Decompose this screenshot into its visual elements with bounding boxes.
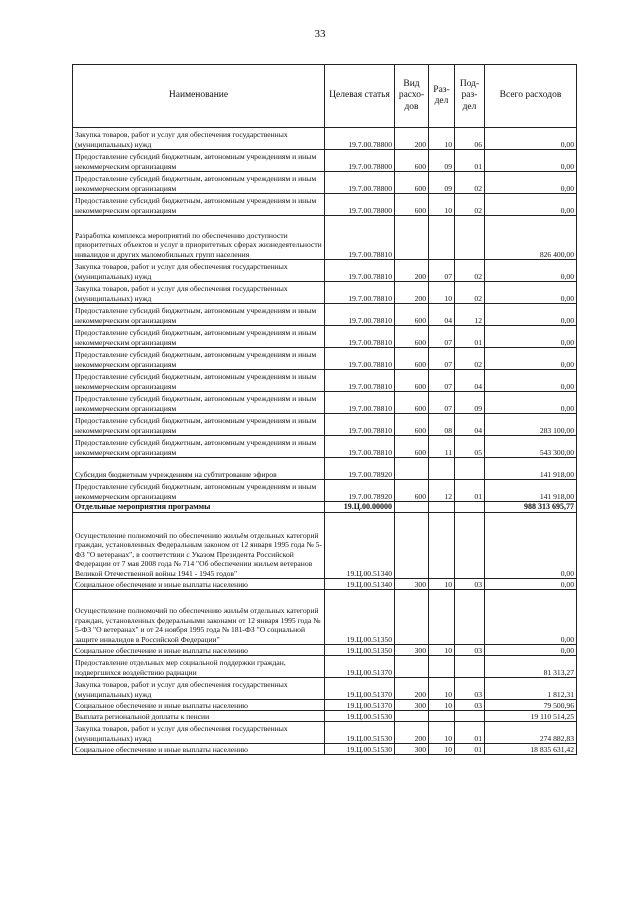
cell-amount: 141 918,00 — [485, 458, 577, 480]
table-row — [73, 348, 577, 370]
cell-section: 10 — [429, 579, 455, 590]
cell-section — [429, 513, 455, 579]
cell-name: Предоставление отдельных мер социальной поддержки граждан, подвергшихся воздействию радиации — [73, 656, 325, 678]
header-total: Всего расходов — [485, 65, 577, 128]
cell-article: 19.7.00.78810 — [325, 282, 395, 304]
cell-expense-type — [395, 513, 429, 579]
cell-subsection: 02 — [455, 172, 485, 194]
cell-amount: 0,00 — [485, 590, 577, 645]
cell-amount: 0,00 — [485, 304, 577, 326]
cell-name: Предоставление субсидий бюджетным, автономным учреждениям и иным некоммерческим организациям — [73, 304, 325, 326]
cell-amount: 81 313,27 — [485, 656, 577, 678]
cell-amount: 826 400,00 — [485, 216, 577, 260]
cell-section: 10 — [429, 282, 455, 304]
cell-name: Предоставление субсидий бюджетным, автономным учреждениям и иным некоммерческим организациям — [73, 480, 325, 502]
table-header-row — [73, 65, 577, 128]
table-row — [73, 216, 577, 260]
cell-section: 09 — [429, 150, 455, 172]
cell-expense-type: 600 — [395, 436, 429, 458]
table-row — [73, 744, 577, 755]
cell-name: Предоставление субсидий бюджетным, автономным учреждениям и иным некоммерческим организациям — [73, 414, 325, 436]
table-row — [73, 326, 577, 348]
cell-amount: 18 835 631,42 — [485, 744, 577, 755]
cell-article: 19.7.00.78800 — [325, 128, 395, 150]
cell-expense-type — [395, 458, 429, 480]
cell-subsection — [455, 590, 485, 645]
cell-amount: 0,00 — [485, 172, 577, 194]
cell-subsection — [455, 216, 485, 260]
cell-name: Предоставление субсидий бюджетным, автономным учреждениям и иным некоммерческим организациям — [73, 436, 325, 458]
cell-amount: 0,00 — [485, 128, 577, 150]
cell-amount: 0,00 — [485, 326, 577, 348]
cell-amount: 0,00 — [485, 282, 577, 304]
cell-section — [429, 502, 455, 513]
cell-name: Осуществление полномочий по обеспечению жильём отдельных категорий граждан, установленных федеральными законами от 12 января 1995 года № 5-ФЗ "О ветеранах" и от 24 ноября 1995 года № 181-ФЗ "О социальной защите инвалидов в Российской Федерации" — [73, 590, 325, 645]
cell-expense-type: 600 — [395, 414, 429, 436]
table-row — [73, 700, 577, 711]
cell-name: Предоставление субсидий бюджетным, автономным учреждениям и иным некоммерческим организациям — [73, 172, 325, 194]
cell-expense-type: 300 — [395, 579, 429, 590]
cell-name: Предоставление субсидий бюджетным, автономным учреждениям и иным некоммерческим организациям — [73, 150, 325, 172]
cell-section: 10 — [429, 722, 455, 744]
cell-amount: 274 882,83 — [485, 722, 577, 744]
cell-subsection: 03 — [455, 700, 485, 711]
cell-name: Социальное обеспечение и иные выплаты населению — [73, 744, 325, 755]
cell-section: 10 — [429, 128, 455, 150]
cell-expense-type: 600 — [395, 172, 429, 194]
cell-expense-type: 600 — [395, 370, 429, 392]
header-section: Раз- дел — [429, 65, 455, 128]
cell-section: 11 — [429, 436, 455, 458]
cell-subsection: 02 — [455, 348, 485, 370]
cell-amount: 0,00 — [485, 194, 577, 216]
cell-name: Социальное обеспечение и иные выплаты населению — [73, 700, 325, 711]
cell-subsection: 02 — [455, 282, 485, 304]
cell-section: 07 — [429, 392, 455, 414]
cell-name: Социальное обеспечение и иные выплаты населению — [73, 579, 325, 590]
cell-subsection: 03 — [455, 579, 485, 590]
cell-subsection: 02 — [455, 194, 485, 216]
cell-subsection — [455, 458, 485, 480]
cell-subsection — [455, 656, 485, 678]
table-row — [73, 579, 577, 590]
cell-subsection: 12 — [455, 304, 485, 326]
cell-name: Социальное обеспечение и иные выплаты населению — [73, 645, 325, 656]
cell-section — [429, 458, 455, 480]
cell-subsection: 03 — [455, 645, 485, 656]
cell-expense-type: 200 — [395, 722, 429, 744]
cell-amount: 543 300,00 — [485, 436, 577, 458]
header-name: Наименование — [73, 65, 325, 128]
cell-section — [429, 590, 455, 645]
cell-amount: 79 500,96 — [485, 700, 577, 711]
cell-article: 19.7.00.78810 — [325, 436, 395, 458]
cell-expense-type: 200 — [395, 678, 429, 700]
table-row — [73, 645, 577, 656]
cell-subsection: 01 — [455, 744, 485, 755]
cell-amount: 0,00 — [485, 579, 577, 590]
cell-article: 19.Ц.00.51370 — [325, 700, 395, 711]
cell-expense-type: 200 — [395, 128, 429, 150]
page-number: 33 — [314, 28, 326, 40]
cell-subsection — [455, 502, 485, 513]
cell-expense-type — [395, 502, 429, 513]
cell-section: 10 — [429, 194, 455, 216]
table-row — [73, 502, 577, 513]
header-subsection: Под- раз- дел — [455, 65, 485, 128]
cell-name: Предоставление субсидий бюджетным, автономным учреждениям и иным некоммерческим организациям — [73, 194, 325, 216]
cell-name: Предоставление субсидий бюджетным, автономным учреждениям и иным некоммерческим организациям — [73, 348, 325, 370]
cell-subsection — [455, 513, 485, 579]
cell-section: 08 — [429, 414, 455, 436]
cell-subsection: 04 — [455, 370, 485, 392]
table-row — [73, 392, 577, 414]
cell-subsection: 01 — [455, 480, 485, 502]
cell-subsection: 04 — [455, 414, 485, 436]
cell-section: 10 — [429, 645, 455, 656]
cell-amount: 0,00 — [485, 513, 577, 579]
cell-section: 07 — [429, 326, 455, 348]
cell-name: Закупка товаров, работ и услуг для обеспечения государственных (муниципальных) нужд — [73, 722, 325, 744]
table-row — [73, 678, 577, 700]
table-body — [73, 128, 577, 755]
cell-article: 19.7.00.78920 — [325, 458, 395, 480]
cell-expense-type: 200 — [395, 260, 429, 282]
cell-expense-type: 600 — [395, 392, 429, 414]
table-row — [73, 150, 577, 172]
header-article: Целевая статья — [325, 65, 395, 128]
cell-article: 19.7.00.78800 — [325, 194, 395, 216]
cell-section — [429, 656, 455, 678]
cell-amount: 0,00 — [485, 348, 577, 370]
cell-article: 19.Ц.00.51340 — [325, 579, 395, 590]
cell-section: 04 — [429, 304, 455, 326]
cell-article: 19.Ц.00.51340 — [325, 513, 395, 579]
table-row — [73, 282, 577, 304]
table-row — [73, 458, 577, 480]
cell-name: Предоставление субсидий бюджетным, автономным учреждениям и иным некоммерческим организациям — [73, 370, 325, 392]
cell-subsection: 09 — [455, 392, 485, 414]
cell-section — [429, 711, 455, 722]
table-row — [73, 513, 577, 579]
cell-article: 19.Ц.00.00000 — [325, 502, 395, 513]
table-row — [73, 194, 577, 216]
cell-expense-type — [395, 216, 429, 260]
table-row — [73, 260, 577, 282]
cell-name: Разработка комплекса мероприятий по обеспечению доступности приоритетных объектов и услуг в приоритетных сферах жизнедеятельности инвалидов и других маломобильных групп населения — [73, 216, 325, 260]
cell-name: Закупка товаров, работ и услуг для обеспечения государственных (муниципальных) нужд — [73, 260, 325, 282]
cell-section: 09 — [429, 172, 455, 194]
table-row — [73, 590, 577, 645]
cell-expense-type: 600 — [395, 194, 429, 216]
cell-amount: 0,00 — [485, 370, 577, 392]
table-row — [73, 172, 577, 194]
cell-section: 07 — [429, 348, 455, 370]
cell-expense-type — [395, 711, 429, 722]
cell-subsection: 01 — [455, 326, 485, 348]
cell-article: 19.7.00.78810 — [325, 326, 395, 348]
cell-amount: 1 812,31 — [485, 678, 577, 700]
cell-subsection: 06 — [455, 128, 485, 150]
cell-section — [429, 216, 455, 260]
cell-name: Отдельные мероприятия программы — [73, 502, 325, 513]
cell-article: 19.Ц.00.51530 — [325, 711, 395, 722]
cell-expense-type: 600 — [395, 480, 429, 502]
cell-amount: 283 100,00 — [485, 414, 577, 436]
cell-expense-type — [395, 590, 429, 645]
cell-subsection — [455, 711, 485, 722]
cell-subsection: 03 — [455, 678, 485, 700]
table-row — [73, 304, 577, 326]
cell-name: Субсидия бюджетным учреждениям на субтитрование эфиров — [73, 458, 325, 480]
cell-article: 19.Ц.00.51530 — [325, 744, 395, 755]
cell-article: 19.7.00.78810 — [325, 304, 395, 326]
cell-article: 19.7.00.78810 — [325, 370, 395, 392]
table-row — [73, 436, 577, 458]
cell-section: 07 — [429, 260, 455, 282]
cell-expense-type: 600 — [395, 326, 429, 348]
cell-section: 07 — [429, 370, 455, 392]
cell-subsection: 01 — [455, 722, 485, 744]
cell-subsection: 01 — [455, 150, 485, 172]
cell-amount: 0,00 — [485, 392, 577, 414]
cell-name: Предоставление субсидий бюджетным, автономным учреждениям и иным некоммерческим организациям — [73, 392, 325, 414]
cell-amount: 141 918,00 — [485, 480, 577, 502]
cell-amount: 0,00 — [485, 260, 577, 282]
cell-expense-type: 600 — [395, 150, 429, 172]
cell-expense-type: 300 — [395, 744, 429, 755]
cell-expense-type — [395, 656, 429, 678]
table-row — [73, 128, 577, 150]
cell-article: 19.Ц.00.51370 — [325, 656, 395, 678]
cell-article: 19.7.00.78800 — [325, 150, 395, 172]
cell-name: Осуществление полномочий по обеспечению жильём отдельных категорий граждан, установленных Федеральным законом от 12 января 1995 года № 5-ФЗ "О ветеранах", в соответствии с Указом Президента Российской Федерации от 7 мая 2008 года № 714 "Об обеспечении жильем ветеранов Великой Отечественной войны 1941 - 1945 годов" — [73, 513, 325, 579]
budget-table — [72, 64, 577, 755]
cell-expense-type: 600 — [395, 304, 429, 326]
cell-article: 19.7.00.78810 — [325, 414, 395, 436]
cell-section: 10 — [429, 744, 455, 755]
cell-amount: 19 110 514,25 — [485, 711, 577, 722]
cell-subsection: 05 — [455, 436, 485, 458]
cell-amount: 0,00 — [485, 150, 577, 172]
cell-name: Предоставление субсидий бюджетным, автономным учреждениям и иным некоммерческим организациям — [73, 326, 325, 348]
cell-article: 19.Ц.00.51370 — [325, 678, 395, 700]
cell-expense-type: 300 — [395, 645, 429, 656]
cell-article: 19.Ц.00.51350 — [325, 590, 395, 645]
table-row — [73, 370, 577, 392]
cell-article: 19.Ц.00.51350 — [325, 645, 395, 656]
cell-section: 10 — [429, 678, 455, 700]
cell-expense-type: 600 — [395, 348, 429, 370]
cell-article: 19.7.00.78810 — [325, 260, 395, 282]
cell-article: 19.7.00.78810 — [325, 348, 395, 370]
cell-name: Закупка товаров, работ и услуг для обеспечения государственных (муниципальных) нужд — [73, 678, 325, 700]
table-row — [73, 722, 577, 744]
cell-article: 19.7.00.78810 — [325, 392, 395, 414]
cell-amount: 0,00 — [485, 645, 577, 656]
cell-amount: 988 313 695,77 — [485, 502, 577, 513]
table-row — [73, 414, 577, 436]
table-row — [73, 656, 577, 678]
cell-section: 10 — [429, 700, 455, 711]
cell-article: 19.7.00.78810 — [325, 216, 395, 260]
cell-name: Выплата региональной доплаты к пенсии — [73, 711, 325, 722]
cell-name: Закупка товаров, работ и услуг для обеспечения государственных (муниципальных) нужд — [73, 282, 325, 304]
cell-article: 19.7.00.78920 — [325, 480, 395, 502]
cell-expense-type: 300 — [395, 700, 429, 711]
cell-subsection: 02 — [455, 260, 485, 282]
cell-name: Закупка товаров, работ и услуг для обеспечения государственных (муниципальных) нужд — [73, 128, 325, 150]
table-row — [73, 711, 577, 722]
cell-section: 12 — [429, 480, 455, 502]
cell-expense-type: 200 — [395, 282, 429, 304]
cell-article: 19.Ц.00.51530 — [325, 722, 395, 744]
cell-article: 19.7.00.78800 — [325, 172, 395, 194]
header-expense-type: Вид расхо- дов — [395, 65, 429, 128]
table-row — [73, 480, 577, 502]
